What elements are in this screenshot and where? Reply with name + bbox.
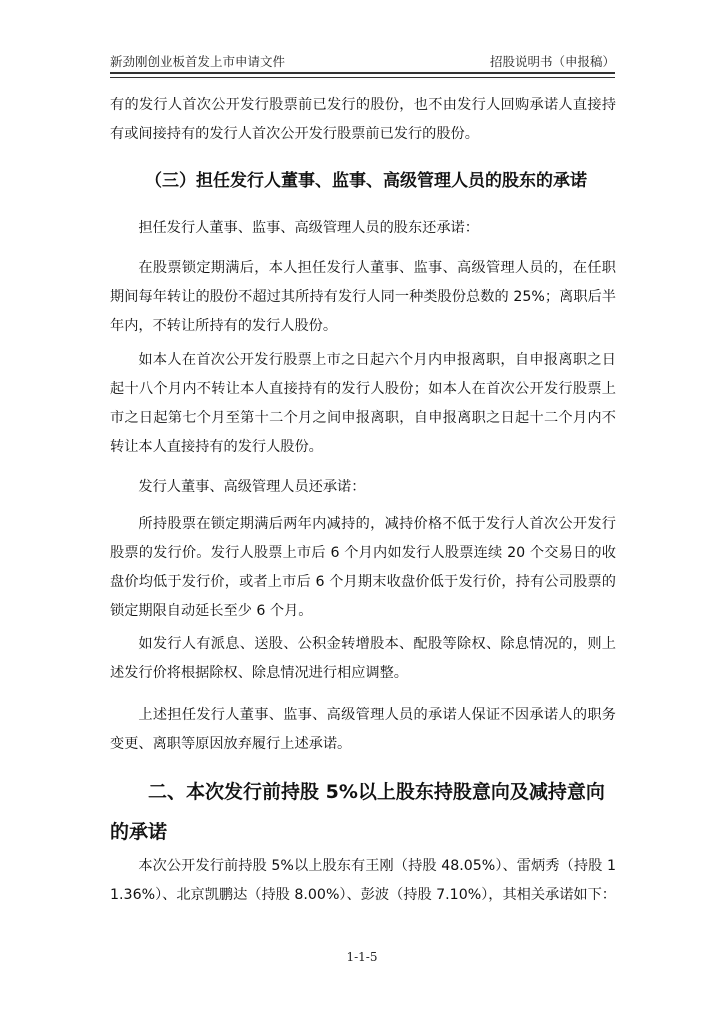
page-number: 1-1-5 [346,950,378,964]
paragraph-1: 担任发行人董事、监事、高级管理人员的股东还承诺： [138,220,479,236]
paragraph-5: 所持股票在锁定期满后两年内减持的，减持价格不低于发行人首次公开发行股票的发行价。发行人股票上市后 6 个月内如发行人股票连续 20 个交易日的收盘价均低于发行价，或者上市后 6 个月期末收盘价低于发行价，持有公司股票的锁定期限自动延长至少 6 个月。 [110,516,616,619]
paragraph-8: 本次公开发行前持股 5%以上股东有王刚（持股 48.05%）、雷炳秀（持股 11.36%）、北京凯鹏达（持股 8.00%）、彭波（持股 7.10%），其相关承诺如下： [110,858,616,903]
header-divider [110,72,615,78]
paragraph-7: 上述担任发行人董事、监事、高级管理人员的承诺人保证不因承诺人的职务变更、离职等原因放弃履行上述承诺。 [110,707,616,752]
paragraph-4: 发行人董事、高级管理人员还承诺： [138,479,366,495]
paragraph-continuation: 有的发行人首次公开发行股票前已发行的股份，也不由发行人回购承诺人直接持有或间接持有的发行人首次公开发行股票前已发行的股份。 [110,97,616,142]
header-doc-title: 新劲刚创业板首发上市申请文件 [110,54,286,69]
page-header [110,48,615,70]
paragraph-6: 如发行人有派息、送股、公积金转增股本、配股等除权、除息情况的，则上述发行价将根据除权、除息情况进行相应调整。 [110,636,616,681]
paragraph-3: 如本人在首次公开发行股票上市之日起六个月内申报离职，自申报离职之日起十八个月内不转让本人直接持有的发行人股份；如本人在首次公开发行股票上市之日起第七个月至第十二个月之间申报离职，自申报离职之日起十二个月内不转让本人直接持有的发行人股份。 [110,352,616,455]
header-doc-type: 招股说明书（申报稿） [489,54,615,69]
section-heading-3: （三）担任发行人董事、监事、高级管理人员的股东的承诺 [145,171,587,191]
paragraph-2: 在股票锁定期满后，本人担任发行人董事、监事、高级管理人员的，在任职期间每年转让的股份不超过其所持有发行人同一种类股份总数的 25%；离职后半年内，不转让所持有的发行人股份。 [110,260,616,334]
section-heading-2: 二、本次发行前持股 5%以上股东持股意向及减持意向的承诺 [110,781,605,843]
